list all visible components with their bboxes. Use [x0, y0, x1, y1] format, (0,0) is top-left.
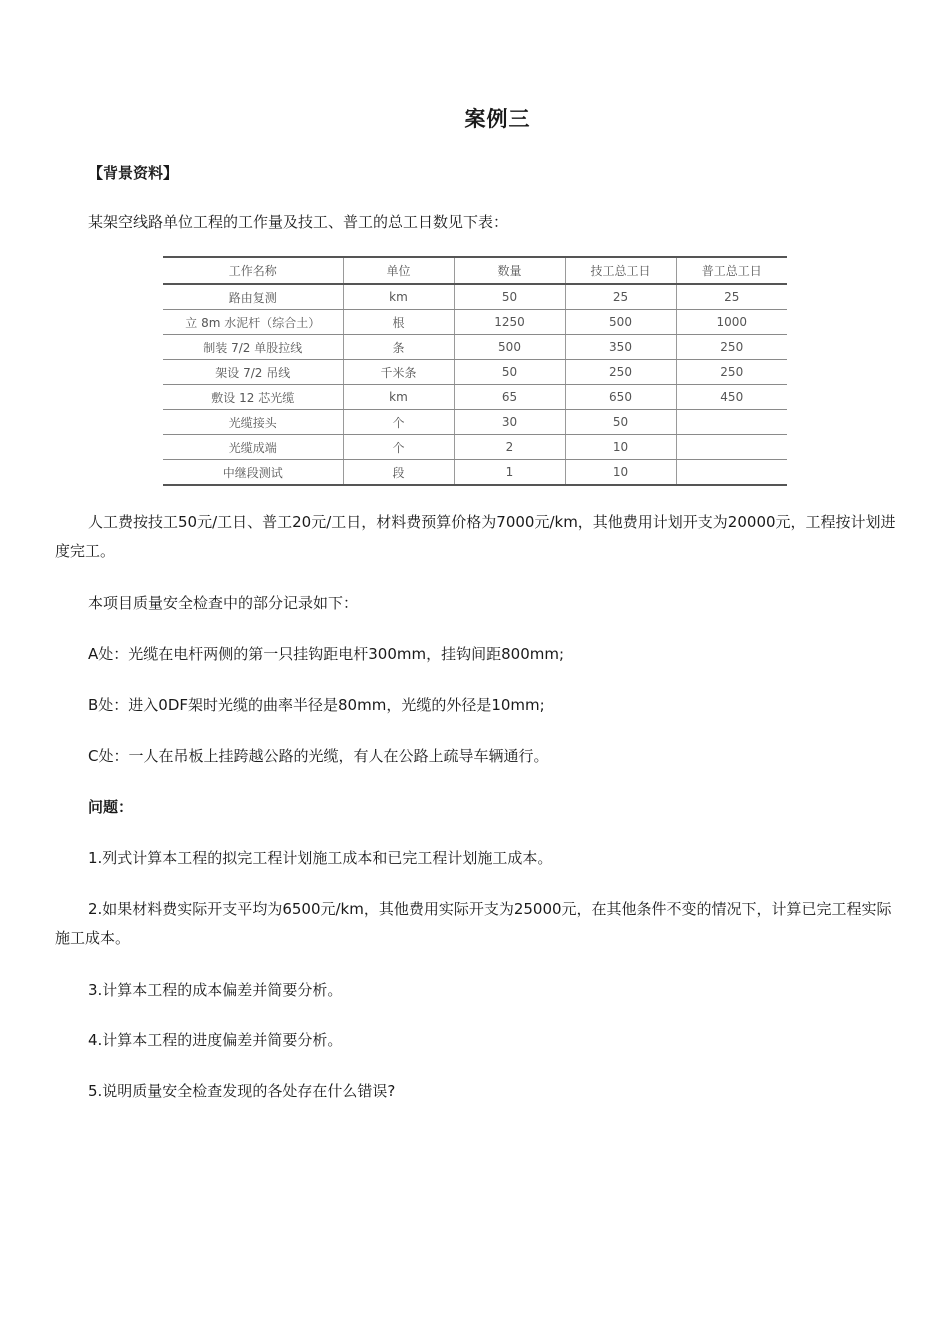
table-cell: 500: [454, 335, 565, 360]
table-cell: 450: [676, 385, 787, 410]
table-row: [163, 284, 787, 310]
table-row: [163, 435, 787, 460]
table-cell: 制装 7/2 单股拉线: [163, 335, 343, 360]
table-cell: 路由复测: [163, 284, 343, 310]
table-cell: [676, 410, 787, 435]
record-b: B处：进入0DF架时光缆的曲率半径是80mm，光缆的外径是10mm;: [88, 696, 545, 714]
table-cell: 条: [343, 335, 454, 360]
table-header: 工作名称: [163, 257, 343, 284]
table-row: [163, 410, 787, 435]
table-cell: 30: [454, 410, 565, 435]
table-cell: 50: [454, 360, 565, 385]
question-5: 5.说明质量安全检查发现的各处存在什么错误?: [88, 1082, 396, 1100]
table-cell: 250: [676, 335, 787, 360]
table-header: 数量: [454, 257, 565, 284]
table-cell: 千米条: [343, 360, 454, 385]
table-header: 单位: [343, 257, 454, 284]
table-cell: 个: [343, 435, 454, 460]
table-cell: 架设 7/2 吊线: [163, 360, 343, 385]
table-cell: 1250: [454, 310, 565, 335]
table-cell: [676, 460, 787, 486]
background-label: 【背景资料】: [88, 164, 179, 182]
record-c: C处：一人在吊板上挂跨越公路的光缆，有人在公路上疏导车辆通行。: [88, 747, 549, 765]
table-cell: 10: [565, 435, 676, 460]
inspection-intro: 本项目质量安全检查中的部分记录如下：: [88, 594, 359, 612]
record-a: A处：光缆在电杆两侧的第一只挂钩距电杆300mm，挂钩间距800mm;: [88, 645, 565, 663]
table-cell: 650: [565, 385, 676, 410]
question-3: 3.计算本工程的成本偏差并简要分析。: [88, 981, 343, 999]
table-cell: 段: [343, 460, 454, 486]
table-cell: 25: [676, 284, 787, 310]
cost-paragraph: 人工费按技工50元/工日、普工20元/工日，材料费预算价格为7000元/km，其他费用计划开支为20000元，工程按计划进度完工。: [55, 513, 896, 560]
questions-label: 问题：: [88, 798, 134, 816]
table-row: [163, 385, 787, 410]
table-cell: 2: [454, 435, 565, 460]
table-row: [163, 310, 787, 335]
table-cell: 50: [454, 284, 565, 310]
table-header: 技工总工日: [565, 257, 676, 284]
table-header: 普工总工日: [676, 257, 787, 284]
table-cell: 500: [565, 310, 676, 335]
table-cell: 根: [343, 310, 454, 335]
table-cell: 65: [454, 385, 565, 410]
table-cell: km: [343, 284, 454, 310]
question-1: 1.列式计算本工程的拟完工程计划施工成本和已完工程计划施工成本。: [88, 849, 553, 867]
table-cell: 50: [565, 410, 676, 435]
workload-table: [163, 256, 787, 486]
table-row: [163, 360, 787, 385]
table-cell: 光缆接头: [163, 410, 343, 435]
table-cell: 个: [343, 410, 454, 435]
table-cell: 350: [565, 335, 676, 360]
table-cell: 1000: [676, 310, 787, 335]
table-cell: 敷设 12 芯光缆: [163, 385, 343, 410]
table-cell: [676, 435, 787, 460]
table-cell: 光缆成端: [163, 435, 343, 460]
table-cell: km: [343, 385, 454, 410]
table-row: [163, 335, 787, 360]
page-title: 案例三: [464, 107, 531, 131]
question-4: 4.计算本工程的进度偏差并简要分析。: [88, 1031, 343, 1049]
table-cell: 25: [565, 284, 676, 310]
table-cell: 1: [454, 460, 565, 486]
table-header-row: [163, 257, 787, 284]
table-row: [163, 460, 787, 486]
table-cell: 中继段测试: [163, 460, 343, 486]
table-cell: 250: [565, 360, 676, 385]
table-cell: 立 8m 水泥杆（综合土）: [163, 310, 343, 335]
table-cell: 10: [565, 460, 676, 486]
table-cell: 250: [676, 360, 787, 385]
question-2: 2.如果材料费实际开支平均为6500元/km，其他费用实际开支为25000元，在其他条件不变的情况下，计算已完工程实际施工成本。: [55, 900, 892, 947]
intro-text: 某架空线路单位工程的工作量及技工、普工的总工日数见下表：: [88, 213, 509, 231]
